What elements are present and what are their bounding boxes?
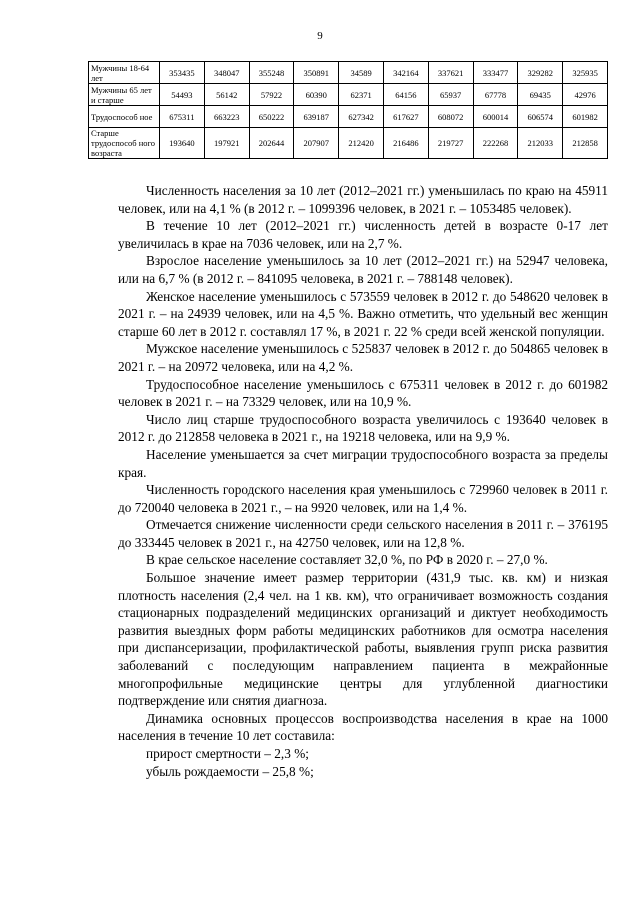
table-cell: 350891 bbox=[294, 62, 339, 84]
table-cell: 353435 bbox=[160, 62, 205, 84]
table-cell: 342164 bbox=[383, 62, 428, 84]
paragraph: В течение 10 лет (2012–2021 гг.) численность детей в возрасте 0-17 лет увеличилась в крае на 7036 человек, или на 2,7 %. bbox=[118, 218, 608, 251]
list-item: убыль рождаемости – 25,8 %; bbox=[146, 763, 314, 779]
table-cell: 202644 bbox=[249, 128, 294, 159]
table-cell: 67778 bbox=[473, 84, 518, 106]
row-label: Старше трудоспособ ного возраста bbox=[89, 128, 160, 159]
table-cell: 207907 bbox=[294, 128, 339, 159]
table-cell: 608072 bbox=[428, 106, 473, 128]
table-cell: 663223 bbox=[204, 106, 249, 128]
table-cell: 65937 bbox=[428, 84, 473, 106]
table-row bbox=[89, 106, 608, 128]
table-cell: 348047 bbox=[204, 62, 249, 84]
document-body bbox=[118, 182, 608, 780]
paragraph: Трудоспособное население уменьшилось с 675311 человек в 2012 г. до 601982 человек в 2021 г. – на 73329 человек, или на 10,9 %. bbox=[118, 376, 608, 410]
table-row bbox=[89, 128, 608, 159]
table-cell: 627342 bbox=[339, 106, 384, 128]
table-cell: 42976 bbox=[563, 84, 608, 106]
paragraph: Мужское население уменьшилось с 525837 человек в 2012 г. до 504865 человек в 2021 г. – на 20972 человека, или на 4,2 %. bbox=[118, 341, 608, 374]
row-label: Мужчины 18-64 лет bbox=[89, 62, 160, 84]
table-cell: 601982 bbox=[563, 106, 608, 128]
table-cell: 222268 bbox=[473, 128, 518, 159]
table-row bbox=[89, 62, 608, 84]
page-number: 9 bbox=[317, 30, 323, 42]
table-cell: 355248 bbox=[249, 62, 294, 84]
table-cell: 329282 bbox=[518, 62, 563, 84]
table-cell: 639187 bbox=[294, 106, 339, 128]
table-row bbox=[89, 84, 608, 106]
paragraph: Динамика основных процессов воспроизводства населения в крае на 1000 населения в течение 10 лет составила: bbox=[118, 710, 608, 744]
table-cell: 337621 bbox=[428, 62, 473, 84]
paragraph: Численность населения за 10 лет (2012–2021 гг.) уменьшилась по краю на 45911 человек, или на 4,1 % (в 2012 г. – 1099396 человек, в 2021 г. – 1053485 человек). bbox=[118, 183, 608, 216]
table-cell: 606574 bbox=[518, 106, 563, 128]
table-cell: 600014 bbox=[473, 106, 518, 128]
table-cell: 193640 bbox=[160, 128, 205, 159]
table-cell: 62371 bbox=[339, 84, 384, 106]
table-cell: 219727 bbox=[428, 128, 473, 159]
table-cell: 69435 bbox=[518, 84, 563, 106]
paragraph: Население уменьшается за счет миграции трудоспособного возраста за пределы края. bbox=[118, 446, 608, 480]
paragraph: В крае сельское население составляет 32,0 %, по РФ в 2020 г. – 27,0 %. bbox=[146, 552, 548, 568]
table-cell: 325935 bbox=[563, 62, 608, 84]
table-cell: 216486 bbox=[383, 128, 428, 159]
table-cell: 212420 bbox=[339, 128, 384, 159]
paragraph: Большое значение имеет размер территории (431,9 тыс. кв. км) и низкая плотность населения (2,4 чел. на 1 кв. км), что ограничивает возможность создания стационарных подразделений медицинских организаций и диктует необходимость развития выездных форм работы медицинских работников для осмотра населения при диспансеризации, профилактической работы, выявления групп риска развития заболеваний с последующим направлением пациента в межрайонные многопрофильные медицинские центры для углубленной диагностики подтверждение или снятия диагноза. bbox=[118, 570, 608, 709]
table-cell: 64156 bbox=[383, 84, 428, 106]
population-table bbox=[88, 61, 608, 159]
table-cell: 57922 bbox=[249, 84, 294, 106]
table-cell: 617627 bbox=[383, 106, 428, 128]
table-cell: 34589 bbox=[339, 62, 384, 84]
table-cell: 650222 bbox=[249, 106, 294, 128]
paragraph: Численность городского населения края уменьшилось с 729960 человек в 2011 г. до 720040 человека в 2021 г., – на 9920 человек, или на 1,4 %. bbox=[118, 482, 608, 515]
paragraph: Взрослое население уменьшилось за 10 лет (2012–2021 гг.) на 52947 человека, или на 6,7 % (в 2012 г. – 841095 человека, в 2021 г. – 788148 человек). bbox=[118, 253, 608, 286]
table-cell: 333477 bbox=[473, 62, 518, 84]
row-label: Мужчины 65 лет и старше bbox=[89, 84, 160, 106]
paragraph: Число лиц старше трудоспособного возраста увеличилось с 193640 человек в 2012 г. до 212858 человека в 2021 г., на 19218 человека, или на 9,9 %. bbox=[118, 411, 608, 445]
paragraph: Отмечается снижение численности среди сельского населения в 2011 г. – 376195 до 333445 человек в 2021 г., на 42750 человек, или на 12,8 %. bbox=[118, 517, 608, 550]
table-cell: 212858 bbox=[563, 128, 608, 159]
table-cell: 212033 bbox=[518, 128, 563, 159]
paragraph: Женское население уменьшилось с 573559 человек в 2012 г. до 548620 человек в 2021 г. – на 24939 человек, или на 4,5 %. Важно отметить, что удельный вес женщин старше 60 лет в 2012 г. составлял 17 %, в 2021 г. 22 % среди всей женской популяции. bbox=[118, 288, 608, 339]
table-cell: 60390 bbox=[294, 84, 339, 106]
table-cell: 54493 bbox=[160, 84, 205, 106]
row-label: Трудоспособ ное bbox=[89, 106, 160, 128]
list-item: прирост смертности – 2,3 %; bbox=[146, 746, 309, 761]
table-cell: 675311 bbox=[160, 106, 205, 128]
table-cell: 56142 bbox=[204, 84, 249, 106]
table-cell: 197921 bbox=[204, 128, 249, 159]
